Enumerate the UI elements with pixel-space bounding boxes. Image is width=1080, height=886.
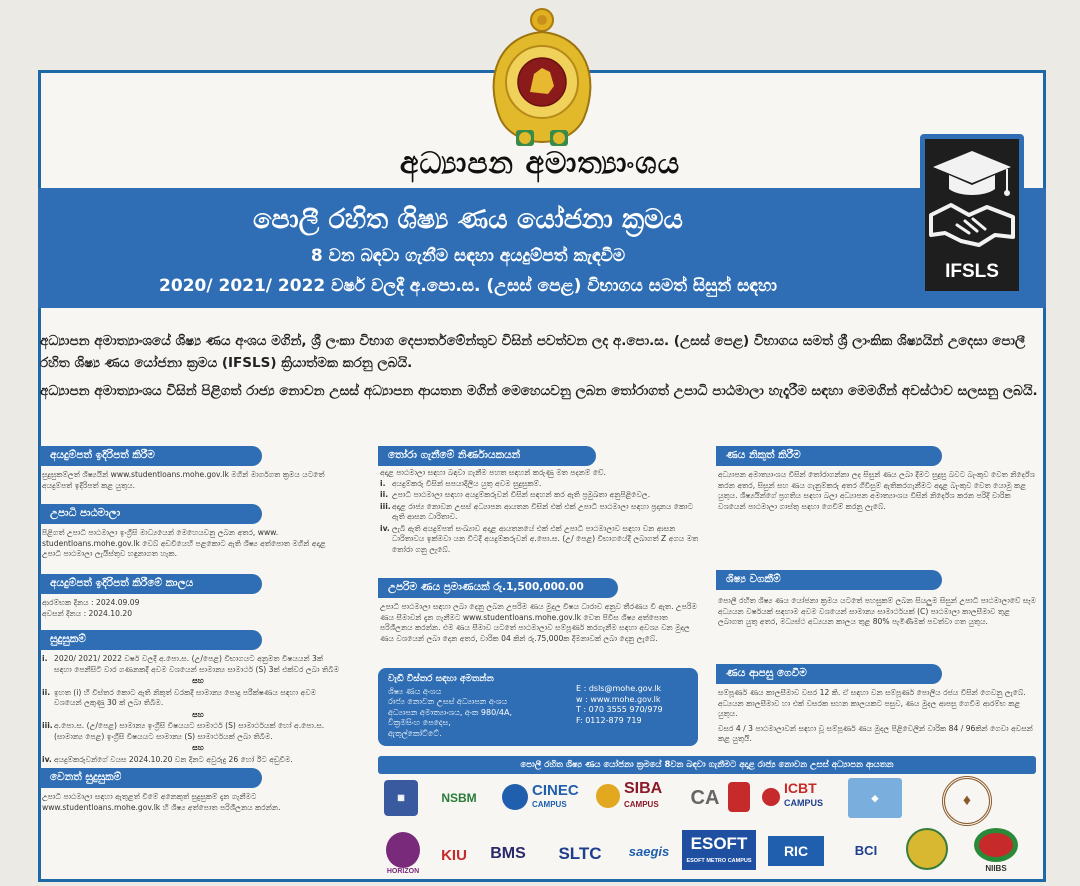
logo-text: IFSLS: [945, 261, 999, 282]
horizon-logo: HORIZON: [386, 868, 420, 875]
ifsls-logo: [920, 134, 1024, 296]
address-line: රාජ්‍ය නොවන උසස් අධ්‍යාපන අංශය: [388, 697, 508, 706]
list-item: i. 2020/ 2021/ 2022 වර්ෂ වලදී අ.පො.ස. (උ/පෙළ) විභාගයට අනුමත විෂයයන් 3ක් සඳහා පෙනීසිටි වාර ගණනකදී අවම වශයෙන් සාමාන්‍ය සාමාර්ථ (S) 3ක් එක්වර ලබා තිබීම: [42, 654, 340, 674]
contact-fax: F: 0112-879 719: [576, 715, 642, 725]
contact-email[interactable]: E : dsls@mohe.gov.lk: [576, 684, 662, 693]
contact-website[interactable]: w : www.mohe.gov.lk: [576, 694, 661, 704]
horizon-badge: [386, 832, 420, 868]
heading-maximum-loan: උපරිම ණය ප්‍රමාණයක් රු.1,500,000.00: [378, 578, 618, 598]
text-application-submission: සුදුසුකම්ලත් ශිෂ්‍යයින් www.studentloans.mohe.gov.lk මගින් මාර්ගගත ක්‍රමය යටතේ අයදුම්පත් ඉදිරිපත් කළ යුතුය.: [42, 470, 325, 490]
heading-other-qualifications: වෙනත් සුදුසුකම්: [40, 768, 262, 788]
contact-address: [388, 674, 558, 739]
list-item: සහ: [192, 743, 204, 752]
heading-application-period: අයදුම්පත් ඉදිරිපත් කිරීමේ කාලය: [40, 574, 262, 594]
text-degree-programmes: පිළිගත් උපාධි පාඨමාලා ඉංග්‍රීසි මාධ්‍යයෙන් මෙහෙයවනු ලබන අතර, www. studentloans.mohe.gov.lk වෙබ් අඩවියෙහි පළකොට ඇති ශිෂ්‍ය අත්පොත මගින් අදාළ උපාධි පාඨමාලා ලැයිස්තුව හඳුනාගත හැක.: [42, 528, 326, 558]
heading-loan-disbursement: ණය නිකුත් කිරීම: [716, 446, 942, 466]
contact-title: වැඩි විස්තර සඳහා අමතන්න: [388, 674, 494, 684]
list-item: ii. උපාධි පාඨමාලා සඳහා අයදුම්කරුවන් විසින් සඳහන් කර ඇති ප්‍රමුඛතා අනුපිළිවෙල.: [380, 490, 651, 499]
heading-qualifications: සුදුසුකම්: [40, 630, 262, 650]
bci-logo: BCI: [854, 843, 878, 858]
graduation-handshake-icon: [929, 145, 1015, 257]
start-date: ආරම්භක දිනය : 2024.09.09: [42, 598, 140, 607]
intro-paragraph-1: අධ්‍යාපන අමාත්‍යාංශයේ ශිෂ්‍ය ණය අංශය මගින්, ශ්‍රී ලංකා විභාග දෙපාර්තමේන්තුව විසින් පවත්වන ලද අ.පො.ස. (උසස් පෙළ) විභාගය සමත් ශ්‍රී ලාංකික ශිෂ්‍යයින් උදෙසා පොලී රහිත ශිෂ්‍ය ණය යෝජනා ක්‍රමය (IFSLS) ක්‍රියාත්මක කරනු ලබයි.: [40, 333, 1026, 371]
list-item: ii. ඉහත (i) හි විස්තර කොට ඇති නිකුත් වරකදී සාමාන්‍ය පොදු පරීක්ෂණය සඳහා අවම වශයෙන් ලකුණු 30 ක් ලබා තිබීම.: [42, 687, 317, 707]
contact-details: [576, 684, 696, 726]
ric-logo: RIC: [768, 836, 824, 866]
scheme-title: පොලී රහිත ශිෂ්‍ය ණය යෝජනා ක්‍රමය: [253, 204, 683, 235]
institute-chemistry-logo: ♦: [942, 776, 992, 826]
list-item: iv. ලැබී ඇති අයදුම්පත් සංඛ්‍යාව අදාළ ආයතනයේ එක් එක් උපාධි පාඨමාලාව සඳහා වන ආසන ධාරිතාවය ඉක්මවා යන විටදී අයදුම්කරුවන් අ.පො.ස. (උ/ පෙළ) විභාගයේදී ලබාගත් Z අගය මත තෝරා ගනු ලැබේ.: [380, 523, 699, 554]
intro-paragraph-2: අධ්‍යාපන අමාත්‍යාංශය විසින් පිළිගත් රාජ්‍ය නොවන උසස් අධ්‍යාපන ආයතන මගින් මෙහෙයවනු ලබන තෝරාගත් උපාධි පාඨමාලා හැදෑරීම සඳහා මෙමගින් අවස්ථාව සලසනු ලබයි.: [40, 383, 1038, 399]
end-date: අවසන් දිනය : 2024.10.20: [42, 608, 133, 618]
cinec-logo: CINEC CAMPUS: [502, 780, 590, 816]
intro-section: [40, 330, 1040, 408]
qualifications-list: [42, 654, 342, 766]
text-loan-disbursement: අධ්‍යාපන අමාත්‍යාංශය විසින් තෝරාගන්නා ලද සිසුන් ණය ලබා දීමට සුදුසු බවට බැංකුව වෙත නිර්දේශ කරන අතර, සිසුන් සහ ණය ගැනුම්කරු අතර ගිවිසුම් ඇතිකරගැනීමට අදාළ බැංකුව වෙත යොමු කළ යුතුය. ශිෂ්‍යයින්ගේ ප්‍රගතිය සඳහා බලා අධ්‍යාපන අමාත්‍යාංශය විසින් නිර්දේශ කරන පරිදි වාරික වශයෙන් පාඨමාලා ගාස්තු සඳහා ගෙවීම් කරනු ලැබේ.: [718, 470, 1035, 511]
sri-lanka-emblem-icon: [478, 6, 606, 152]
selection-intro: අදාළ පාඨමාලා සඳහා බඳවා ගැනීම පහත සඳහන් කරුණු මත පදනම් වේ.: [380, 468, 606, 477]
list-item: iii. අ.පො.ස. (උ/පෙළ) සාමාන්‍ය ඉංග්‍රීසි විෂයයට සාමාර්ථ (S) සාමාර්ථයක් හෝ අ.පො.ස. (සාමාන්‍ය පෙළ) ඉංග්‍රීසි විෂයයට සාමාන්‍ය (S) සාමාර්ථයක් ලබා තිබීම.: [42, 721, 325, 741]
ca-logo: CA: [690, 787, 720, 809]
siba-logo: SIBA CAMPUS: [596, 780, 680, 816]
address-line: වික්‍රමසිංහ පෙදෙස,: [388, 718, 451, 727]
list-item: සහ: [192, 676, 204, 685]
saegis-logo: saegis: [628, 844, 670, 859]
list-item: iii. අදාළ රාජ්‍ය නොවන උසස් අධ්‍යාපන ආයතන විසින් එක් එක් උපාධි පාඨමාලා සඳහා ප්‍රදානය කොට ඇති ආසන ධාරිතාව.: [380, 501, 694, 521]
icbt-logo: ICBT CAMPUS: [762, 780, 840, 816]
address-line: අධ්‍යාපන අමාත්‍යාංශය, අංක 980/4A,: [388, 707, 512, 717]
list-item: සහ: [192, 709, 204, 719]
nsbm-logo: NSBM: [441, 791, 477, 805]
niibs-logo: NIIBS: [985, 864, 1007, 873]
heading-loan-repayment: ණය ආපසු ගෙවීම: [716, 664, 942, 684]
ministry-name: අධ්‍යාපන අමාත්‍යාංශය: [399, 146, 681, 181]
text-student-responsibilities: පොලී රහිත ශිෂ්‍ය ණය යෝජනා ක්‍රමය යටතේ පහසුකම් ලබන සියලුම සිසුන් උපාධි පාඨමාලාවේ සෑම අධ්‍යයන වර්ෂයක් සඳහාම අවම වශයෙන් සාමාන්‍ය සාමාර්ථයක් (C) පාඨමාලා කාලසීමාව තුළ ලබාගත යුතු අතර, මධ්‍යස්ථ අධ්‍යයන කාලය තුළ 80% පැමිණීමක් පවත්වා ගත යුතුය.: [718, 596, 1036, 626]
heading-selection-criteria: තෝරා ගැනීමේ නිර්ණායකයන්: [378, 446, 596, 466]
title-banner: [38, 188, 1046, 308]
loan-repayment: [718, 688, 1036, 752]
sltc-logo: SLTC: [558, 844, 602, 863]
contact-phone: T : 070 3555 970/979: [576, 705, 663, 714]
sci-logo: ◆: [848, 778, 902, 818]
text-other-qualifications: උපාධි පාඨමාලා සඳහා ඇතුළත් වීමේ අනෙකුත් සුදුසුකම් දැන ගැනීමට www.studentloans.mohe.gov.lk හි ශිෂ්‍ය අත්පොත පරිශීලනය කරන්න.: [42, 792, 281, 812]
shield-logo: [728, 782, 750, 812]
scheme-subtitle: 8 වන බඳවා ගැනීම සඳහා අයදුම්පත් කැඳවීම: [310, 246, 626, 266]
scheme-subline: 2020/ 2021/ 2022 වර්ෂ වලදී අ.පො.ස. (උසස් පෙළ) විභාගය සමත් සිසුන් සඳහා: [159, 276, 777, 296]
bms-logo: BMS: [490, 845, 526, 862]
green-seal-logo: [906, 828, 948, 870]
heading-student-responsibilities: ශිෂ්‍ය වගකීම්: [716, 570, 942, 590]
list-item: iv. අයදුම්කරුවන්ගේ වයස 2024.10.20 වන දිනට අවුරුදු 26 හෝ ඊට අඩුවීම.: [42, 754, 293, 764]
address-line: ශිෂ්‍ය ණය අංශය: [388, 686, 442, 696]
kiu-logo: KIU: [441, 847, 467, 864]
institution-logos: [378, 776, 1036, 882]
text-maximum-loan: උපාධි පාඨමාලා සඳහා ලබා දෙනු ලබන උපරිම ණය මුදල විෂය ධාරාව අනුව තීරණය වී ඇත. උපරිම ණය සීමාවන් දැන ගැනීමට www.studentloans.mohe.gov.lk වෙත පිවිස ශිෂ්‍ය අත්පොත පරිශීලනය කරන්න. එම ණය සීමාව යටතේ පාඨමාලාව සම්පූර්ණ කරගැනීම සඳහා අවශ්‍ය වන මුදල ණය වශයෙන් ලබා දෙන අතර, වාරික 04 කින් රු.75,000ක දීමනාවක් ලබා දෙනු ලැබේ.: [380, 602, 697, 643]
nibm-logo: ▦: [384, 780, 418, 816]
heading-degree-programmes: උපාධි පාඨමාලා: [40, 504, 262, 524]
niibs-badge: [974, 828, 1018, 862]
institutions-heading: පොලී රහිත ශිෂ්‍ය ණය යෝජනා ක්‍රමයේ 8වන බඳවා ගැනීමට අදාළ රාජ්‍ය නොවන උසස් අධ්‍යාපන ආයතන: [378, 756, 1036, 774]
text-loan-repayment: සම්පූර්ණ ණය කාලසීමාව වසර 12 කි. ඒ සඳහා වන සම්පූර්ණ පොලිය රජය විසින් ගෙවනු ලැබේ. අධ්‍යයන කාලසීමාව හා එක් වසරක සහන කාලයකට පසුව, ණය මුදල ආපසු ගෙවීම ආරම්භ කළ යුතුය.: [718, 688, 1026, 718]
list-item: i. අයදුම්කරු විසින් සපයාදිලිය යුතු අවම සුදුසුකම්.: [380, 478, 542, 488]
selection-criteria: [380, 468, 700, 570]
text-loan-instalments: වසර 4 / 3 පාඨමාලාවන් සඳහා වූ සම්පූර්ණ ණය මුදල පිළිවෙලින් වාරික 84 / 96කින් ගෙවා අවසන් කළ යුතුයි.: [718, 723, 1033, 743]
application-period: [42, 598, 334, 624]
address-line: ඇතුල්කෝට්ටේ.: [388, 728, 442, 738]
heading-application-submission: අයදුම්පත් ඉදිරිපත් කිරීම: [40, 446, 262, 466]
esoft-logo: ESOFT ESOFT METRO CAMPUS: [682, 830, 756, 870]
contact-box: [378, 668, 698, 746]
